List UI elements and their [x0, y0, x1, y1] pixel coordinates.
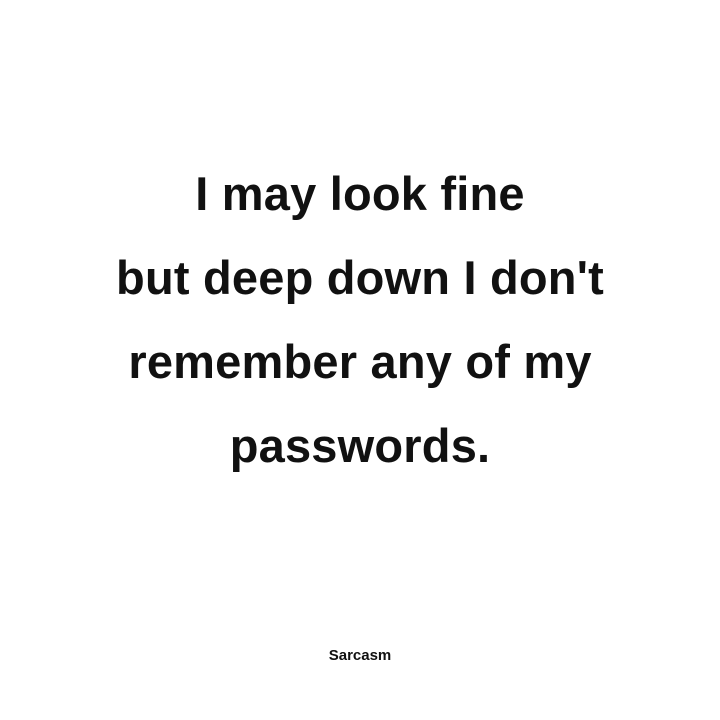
quote-line-3: remember any of my: [128, 335, 592, 388]
quote-line-2: but deep down I don't: [116, 251, 604, 304]
quote-line-4: passwords.: [229, 419, 491, 472]
quote-line-1: I may look fine: [195, 167, 525, 220]
quote-text: [0, 152, 720, 488]
brand-label: Sarcasm: [328, 647, 392, 664]
